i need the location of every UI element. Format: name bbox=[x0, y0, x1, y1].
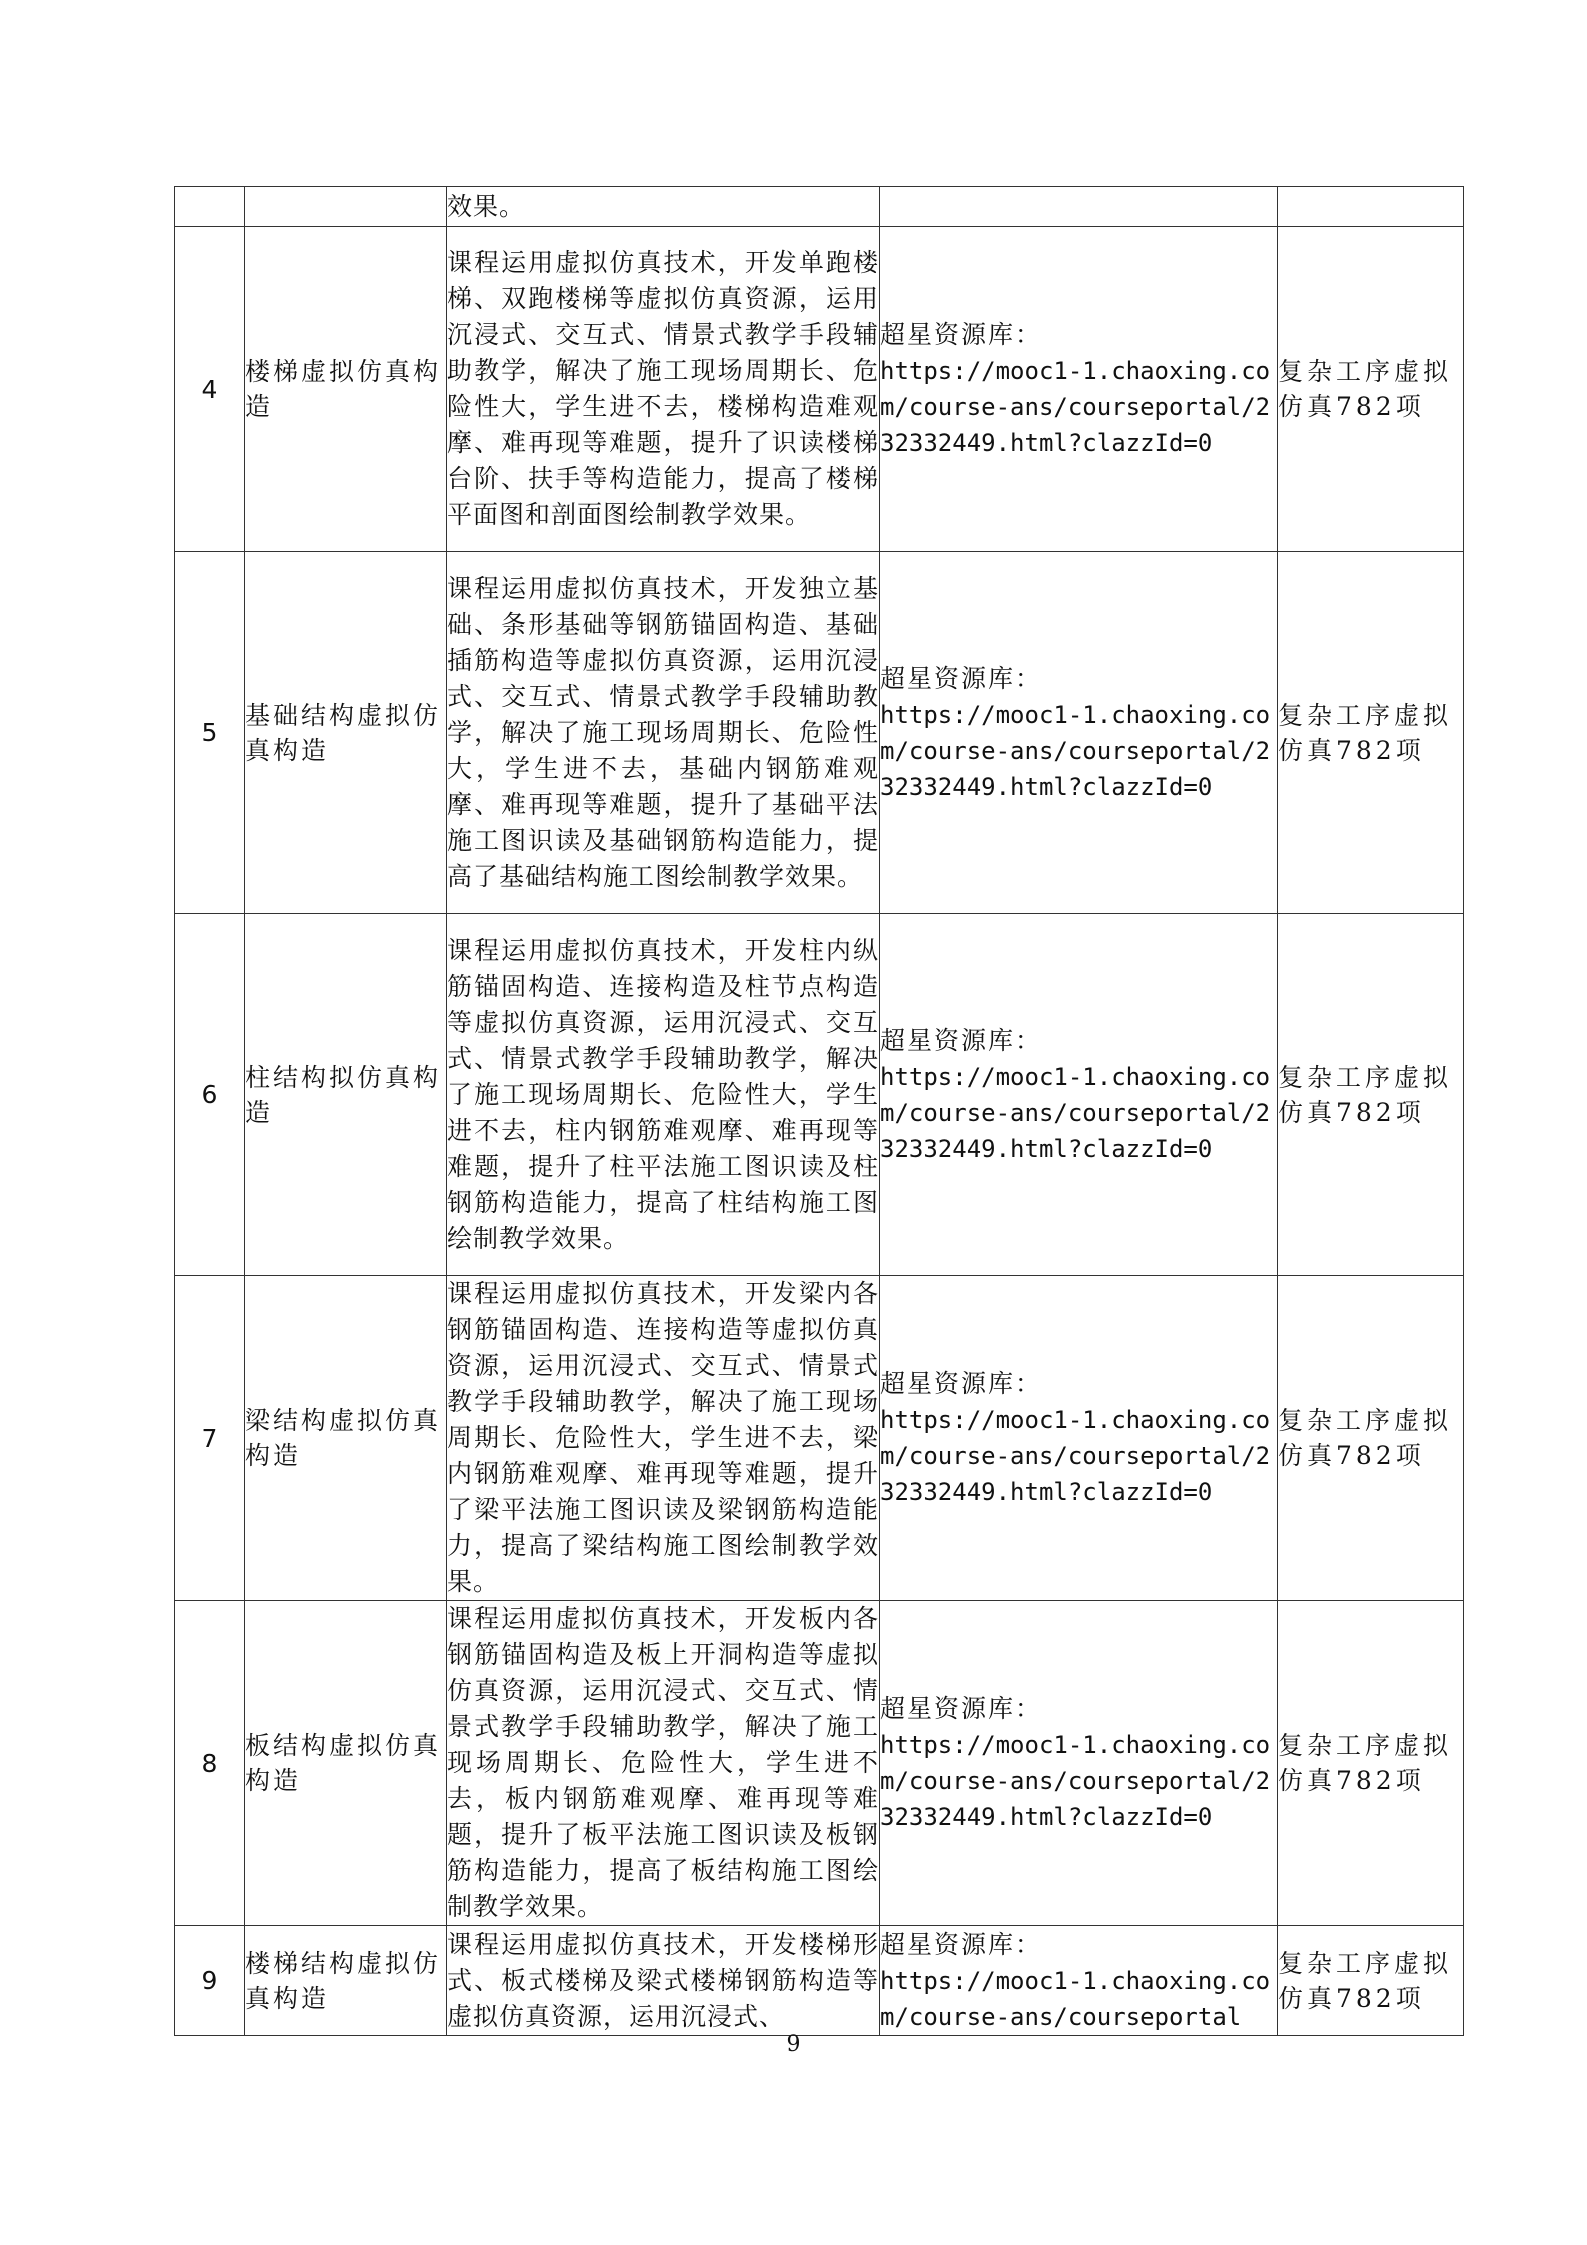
cell-link bbox=[880, 1601, 1278, 1926]
cell-num: 9 bbox=[175, 1926, 245, 2036]
cell-description: 课程运用虚拟仿真技术，开发板内各钢筋锚固构造及板上开洞构造等虚拟仿真资源，运用沉浸式、交互式、情景式教学手段辅助教学，解决了施工现场周期长、危险性大，学生进不去，板内钢筋难观摩、难再现等难题，提升了板平法施工图识读及板钢筋构造能力，提高了板结构施工图绘制教学效果。 bbox=[447, 1601, 880, 1926]
table-row bbox=[175, 552, 1464, 914]
cell-name: 柱结构拟仿真构造 bbox=[245, 914, 447, 1276]
cell-description: 课程运用虚拟仿真技术，开发柱内纵筋锚固构造、连接构造及柱节点构造等虚拟仿真资源，运用沉浸式、交互式、情景式教学手段辅助教学，解决了施工现场周期长、危险性大，学生进不去，柱内钢筋难观摩、难再现等难题，提升了柱平法施工图识读及柱钢筋构造能力，提高了柱结构施工图绘制教学效果。 bbox=[447, 914, 880, 1276]
cell-link bbox=[880, 227, 1278, 552]
cell-category: 复杂工序虚拟仿真782项 bbox=[1278, 1276, 1464, 1601]
resource-link[interactable]: https://mooc1-1.chaoxing.com/course-ans/courseportal/232332449.html?clazzId=0 bbox=[880, 357, 1271, 457]
cell-category: 复杂工序虚拟仿真782项 bbox=[1278, 1601, 1464, 1926]
source-label: 超星资源库： bbox=[880, 1025, 1043, 1055]
cell-num: 8 bbox=[175, 1601, 245, 1926]
cell-num: 7 bbox=[175, 1276, 245, 1601]
table-row bbox=[175, 1601, 1464, 1926]
cell-description: 课程运用虚拟仿真技术，开发楼梯形式、板式楼梯及梁式楼梯钢筋构造等虚拟仿真资源，运用沉浸式、 bbox=[447, 1926, 880, 2036]
cell-num: 5 bbox=[175, 552, 245, 914]
cell-category: 复杂工序虚拟仿真782项 bbox=[1278, 227, 1464, 552]
cell-category-empty bbox=[1278, 187, 1464, 227]
resource-link[interactable]: https://mooc1-1.chaoxing.com/course-ans/courseportal/232332449.html?clazzId=0 bbox=[880, 1731, 1271, 1831]
cell-name: 基础结构虚拟仿真构造 bbox=[245, 552, 447, 914]
cell-link-empty bbox=[880, 187, 1278, 227]
resource-table bbox=[174, 186, 1464, 2036]
cell-num-empty bbox=[175, 187, 245, 227]
cell-description: 课程运用虚拟仿真技术，开发单跑楼梯、双跑楼梯等虚拟仿真资源，运用沉浸式、交互式、情景式教学手段辅助教学，解决了施工现场周期长、危险性大，学生进不去，楼梯构造难观摩、难再现等难题，提升了识读楼梯台阶、扶手等构造能力，提高了楼梯平面图和剖面图绘制教学效果。 bbox=[447, 227, 880, 552]
cell-name: 楼梯虚拟仿真构造 bbox=[245, 227, 447, 552]
cell-description: 课程运用虚拟仿真技术，开发梁内各钢筋锚固构造、连接构造等虚拟仿真资源，运用沉浸式、交互式、情景式教学手段辅助教学，解决了施工现场周期长、危险性大，学生进不去，梁内钢筋难观摩、难再现等难题，提升了梁平法施工图识读及梁钢筋构造能力，提高了梁结构施工图绘制教学效果。 bbox=[447, 1276, 880, 1601]
source-label: 超星资源库： bbox=[880, 1694, 1043, 1723]
cell-link bbox=[880, 552, 1278, 914]
cell-name: 楼梯结构虚拟仿真构造 bbox=[245, 1926, 447, 2036]
source-label: 超星资源库： bbox=[880, 320, 1043, 349]
cell-num: 6 bbox=[175, 914, 245, 1276]
source-label: 超星资源库： bbox=[880, 663, 1043, 693]
cell-name: 梁结构虚拟仿真构造 bbox=[245, 1276, 447, 1601]
source-label: 超星资源库： bbox=[880, 1369, 1043, 1398]
cell-name-empty bbox=[245, 187, 447, 227]
table-row bbox=[175, 1276, 1464, 1601]
table-row-carryover bbox=[175, 187, 1464, 227]
cell-link bbox=[880, 1276, 1278, 1601]
resource-link[interactable]: https://mooc1-1.chaoxing.com/course-ans/courseportal/232332449.html?clazzId=0 bbox=[880, 700, 1271, 801]
resource-link[interactable]: https://mooc1-1.chaoxing.com/course-ans/courseportal/232332449.html?clazzId=0 bbox=[880, 1062, 1271, 1163]
cell-category: 复杂工序虚拟仿真782项 bbox=[1278, 914, 1464, 1276]
cell-description: 效果。 bbox=[447, 187, 880, 227]
resource-link[interactable]: https://mooc1-1.chaoxing.com/course-ans/courseportal bbox=[880, 1966, 1271, 2031]
table-row bbox=[175, 1926, 1464, 2036]
page-number: 9 bbox=[786, 2032, 801, 2057]
cell-category: 复杂工序虚拟仿真782项 bbox=[1278, 1926, 1464, 2036]
cell-num: 4 bbox=[175, 227, 245, 552]
cell-name: 板结构虚拟仿真构造 bbox=[245, 1601, 447, 1926]
table-row bbox=[175, 914, 1464, 1276]
cell-category: 复杂工序虚拟仿真782项 bbox=[1278, 552, 1464, 914]
cell-link bbox=[880, 1926, 1278, 2036]
cell-description: 课程运用虚拟仿真技术，开发独立基础、条形基础等钢筋锚固构造、基础插筋构造等虚拟仿真资源，运用沉浸式、交互式、情景式教学手段辅助教学，解决了施工现场周期长、危险性大，学生进不去，基础内钢筋难观摩、难再现等难题，提升了基础平法施工图识读及基础钢筋构造能力，提高了基础结构施工图绘制教学效果。 bbox=[447, 552, 880, 914]
source-label: 超星资源库： bbox=[880, 1929, 1043, 1959]
table-row bbox=[175, 227, 1464, 552]
cell-link bbox=[880, 914, 1278, 1276]
resource-link[interactable]: https://mooc1-1.chaoxing.com/course-ans/courseportal/232332449.html?clazzId=0 bbox=[880, 1406, 1271, 1506]
